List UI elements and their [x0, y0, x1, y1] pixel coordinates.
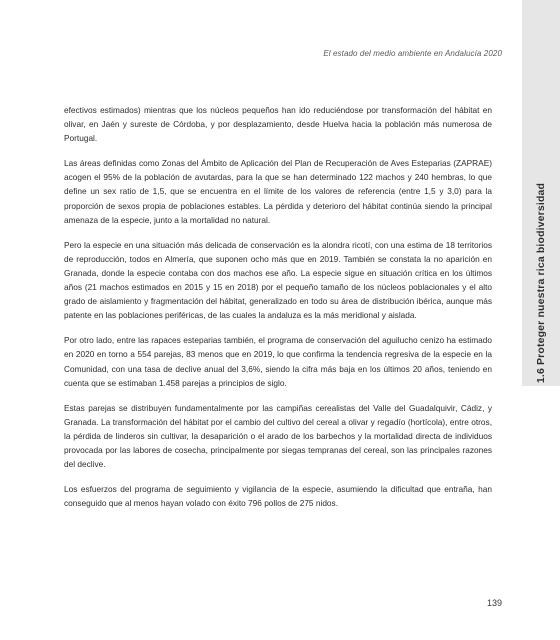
- page-number: 139: [486, 598, 502, 608]
- section-side-tab: [522, 0, 560, 386]
- paragraph: Los esfuerzos del programa de seguimiento y vigilancia de la especie, asumiendo la dificultad que entraña, han conseguido que al menos hayan volado con éxito 796 pollos de 275 nidos.: [64, 484, 492, 509]
- section-label: 1.6 Proteger nuestra rica biodiversidad: [535, 182, 547, 384]
- running-header: El estado del medio ambiente en Andalucía 2020: [323, 49, 502, 58]
- paragraph: Pero la especie en una situación más delicada de conservación es la alondra ricotí, con una estima de 18 territorios de reproducción, todos en Almería, que suponen ocho más que en 2019. También se constata la no aparición en Granada, donde la especie contaba con dos machos ese año. La especie sigue en situación crítica en los últimos años (21 machos estimados en 2015 y 15 en 2018) por el pequeño tamaño de los núcleos poblacionales y el alto grado de aislamiento y fragmentación del hábitat, generalizado en todo su área de distribución ibérica, aunque más patente en las poblaciones periféricas, de las cuales la andaluza es la más meridional y aislada.: [64, 239, 492, 321]
- body-text: [64, 103, 492, 521]
- paragraph: efectivos estimados) mientras que los núcleos pequeños han ido reduciéndose por transformación del hábitat en olivar, en Jaén y sureste de Córdoba, y por desplazamiento, desde Huelva hacia la población más numerosa de Portugal.: [64, 105, 492, 144]
- paragraph: Las áreas definidas como Zonas del Ámbito de Aplicación del Plan de Recuperación de Aves Esteparias (ZAPRAE) acogen el 95% de la población de avutardas, para la que se han determinado 122 machos y 240 hembras, lo que define un sex ratio de 1,5, que se encuentra en el límite de los valores de referencia (entre 1,5 y 3,0) para la proporción de sexos propia de poblaciones estables. La pérdida y deterioro del hábitat continúa siendo la principal amenaza de la especie, junto a la mortalidad no natural.: [64, 158, 492, 225]
- paragraph: Estas parejas se distribuyen fundamentalmente por las campiñas cerealistas del Valle del Guadalquivir, Cádiz, y Granada. La transformación del hábitat por el cambio del cultivo del cereal a olivar y regadío (hortícola), entre otros, la pérdida de linderos sin cultivar, la desaparición o el arado de los barbechos y la mortalidad directa de individuos provocada por las labores de cosecha, principalmente por siegas tempranas del cereal, son las principales razones del declive.: [64, 402, 492, 470]
- paragraph: Por otro lado, entre las rapaces esteparias también, el programa de conservación del aguilucho cenizo ha estimado en 2020 en torno a 554 parejas, 83 menos que en 2019, lo que confirma la tendencia regresiva de la especie en la Comunidad, con una tasa de declive anual del 3,6%, siendo la cifra más baja en los últimos 20 años, teniendo en cuenta que se estimaban 1.458 parejas a principios de siglo.: [64, 335, 492, 388]
